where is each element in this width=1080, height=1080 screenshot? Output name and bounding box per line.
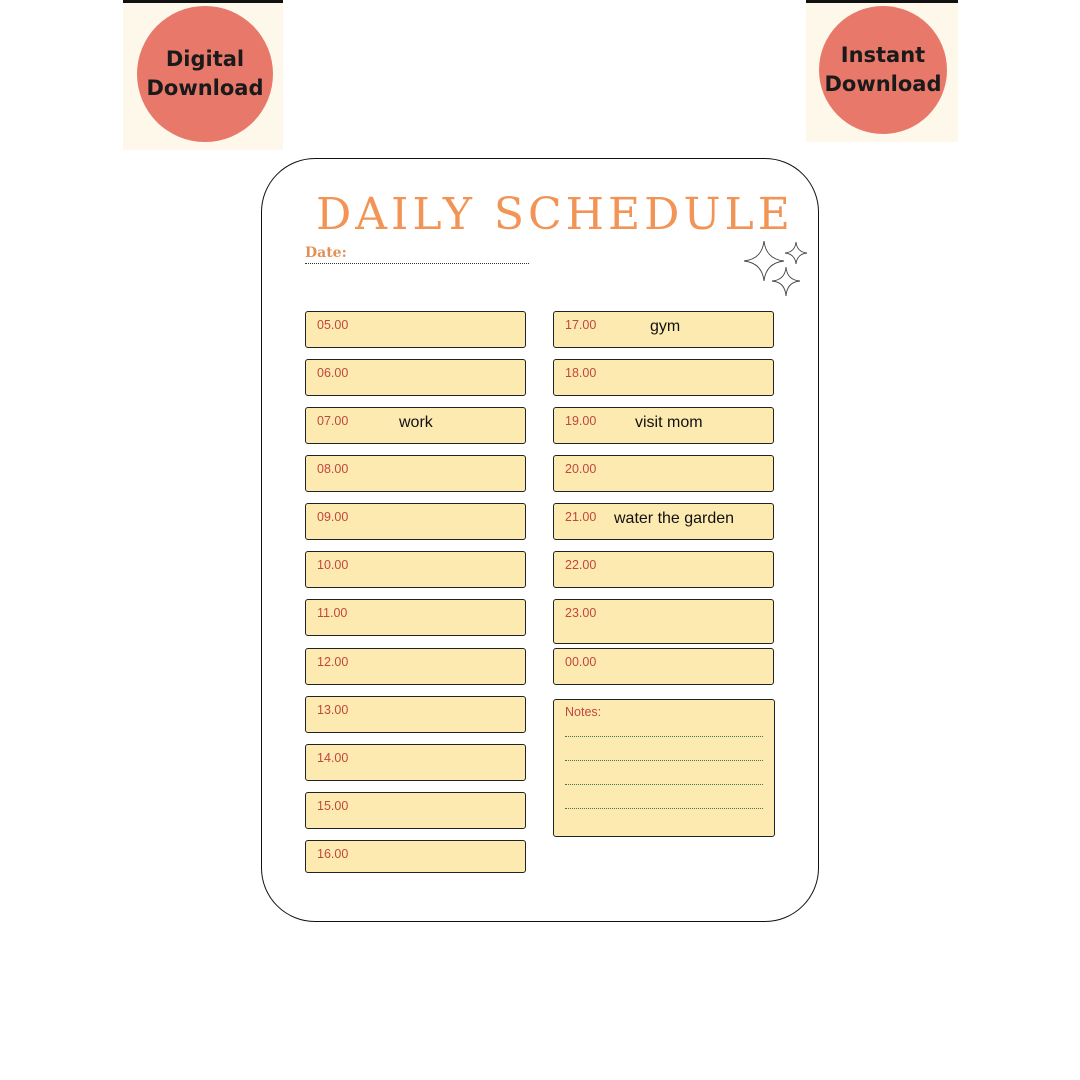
time-slot[interactable]: [553, 648, 774, 685]
time-slot-label: 18.00: [565, 366, 597, 380]
time-slot[interactable]: [305, 503, 526, 540]
time-slot[interactable]: [305, 551, 526, 588]
date-label: Date:: [305, 245, 347, 261]
notes-label: Notes:: [565, 705, 602, 719]
time-slot[interactable]: [553, 599, 774, 644]
time-slot-label: 14.00: [317, 751, 349, 765]
time-slot[interactable]: [553, 455, 774, 492]
time-slot-label: 23.00: [565, 606, 597, 620]
notes-line: [565, 736, 763, 737]
digital-download-badge: [123, 0, 283, 150]
notes-line: [565, 784, 763, 785]
badge-line-2: Download: [824, 72, 942, 96]
time-slot-label: 07.00: [317, 414, 349, 428]
notes-box[interactable]: [553, 699, 775, 837]
time-slot[interactable]: [305, 696, 526, 733]
time-slot-label: 21.00: [565, 510, 597, 524]
time-slot[interactable]: [553, 551, 774, 588]
page-title: DAILY SCHEDULE: [316, 189, 794, 240]
notes-line: [565, 760, 763, 761]
time-slot-label: 13.00: [317, 703, 349, 717]
time-slot[interactable]: [305, 359, 526, 396]
date-line[interactable]: [305, 263, 529, 264]
time-slot-entry: work: [399, 414, 433, 431]
instant-download-badge: [806, 0, 958, 142]
time-slot-label: 00.00: [565, 655, 597, 669]
time-slot[interactable]: [553, 503, 774, 540]
daily-schedule-planner: [261, 158, 819, 922]
time-slot[interactable]: [305, 455, 526, 492]
time-slot[interactable]: [553, 407, 774, 444]
time-slot-label: 17.00: [565, 318, 597, 332]
time-slot-label: 22.00: [565, 558, 597, 572]
time-slot[interactable]: [305, 407, 526, 444]
time-slot-entry: water the garden: [614, 510, 735, 527]
time-slot[interactable]: [305, 792, 526, 829]
time-slot-label: 20.00: [565, 462, 597, 476]
time-slot[interactable]: [305, 599, 526, 636]
badge-top-bar: [806, 0, 958, 3]
time-slot-entry: gym: [650, 318, 681, 335]
time-slot[interactable]: [305, 311, 526, 348]
time-slot[interactable]: [305, 648, 526, 685]
sparkles-icon: [744, 239, 812, 301]
time-slot[interactable]: [553, 311, 774, 348]
badge-line-1: Digital: [165, 47, 245, 71]
time-slot-label: 08.00: [317, 462, 349, 476]
time-slot-label: 05.00: [317, 318, 349, 332]
time-slot-label: 19.00: [565, 414, 597, 428]
time-slot-label: 12.00: [317, 655, 349, 669]
time-slot-label: 10.00: [317, 558, 349, 572]
time-slot[interactable]: [305, 840, 526, 873]
badge-line-2: Download: [146, 76, 264, 100]
digital-download-circle: [137, 6, 273, 142]
time-slot-label: 15.00: [317, 799, 349, 813]
time-slot-label: 16.00: [317, 847, 349, 861]
time-slot-label: 06.00: [317, 366, 349, 380]
time-slot[interactable]: [305, 744, 526, 781]
time-slot-entry: visit mom: [635, 414, 703, 431]
badge-line-1: Instant: [840, 43, 926, 67]
instant-download-circle: [819, 6, 947, 134]
badge-top-bar: [123, 0, 283, 3]
time-slot-label: 11.00: [317, 606, 348, 620]
notes-line: [565, 808, 763, 809]
time-slot[interactable]: [553, 359, 774, 396]
time-slot-label: 09.00: [317, 510, 349, 524]
